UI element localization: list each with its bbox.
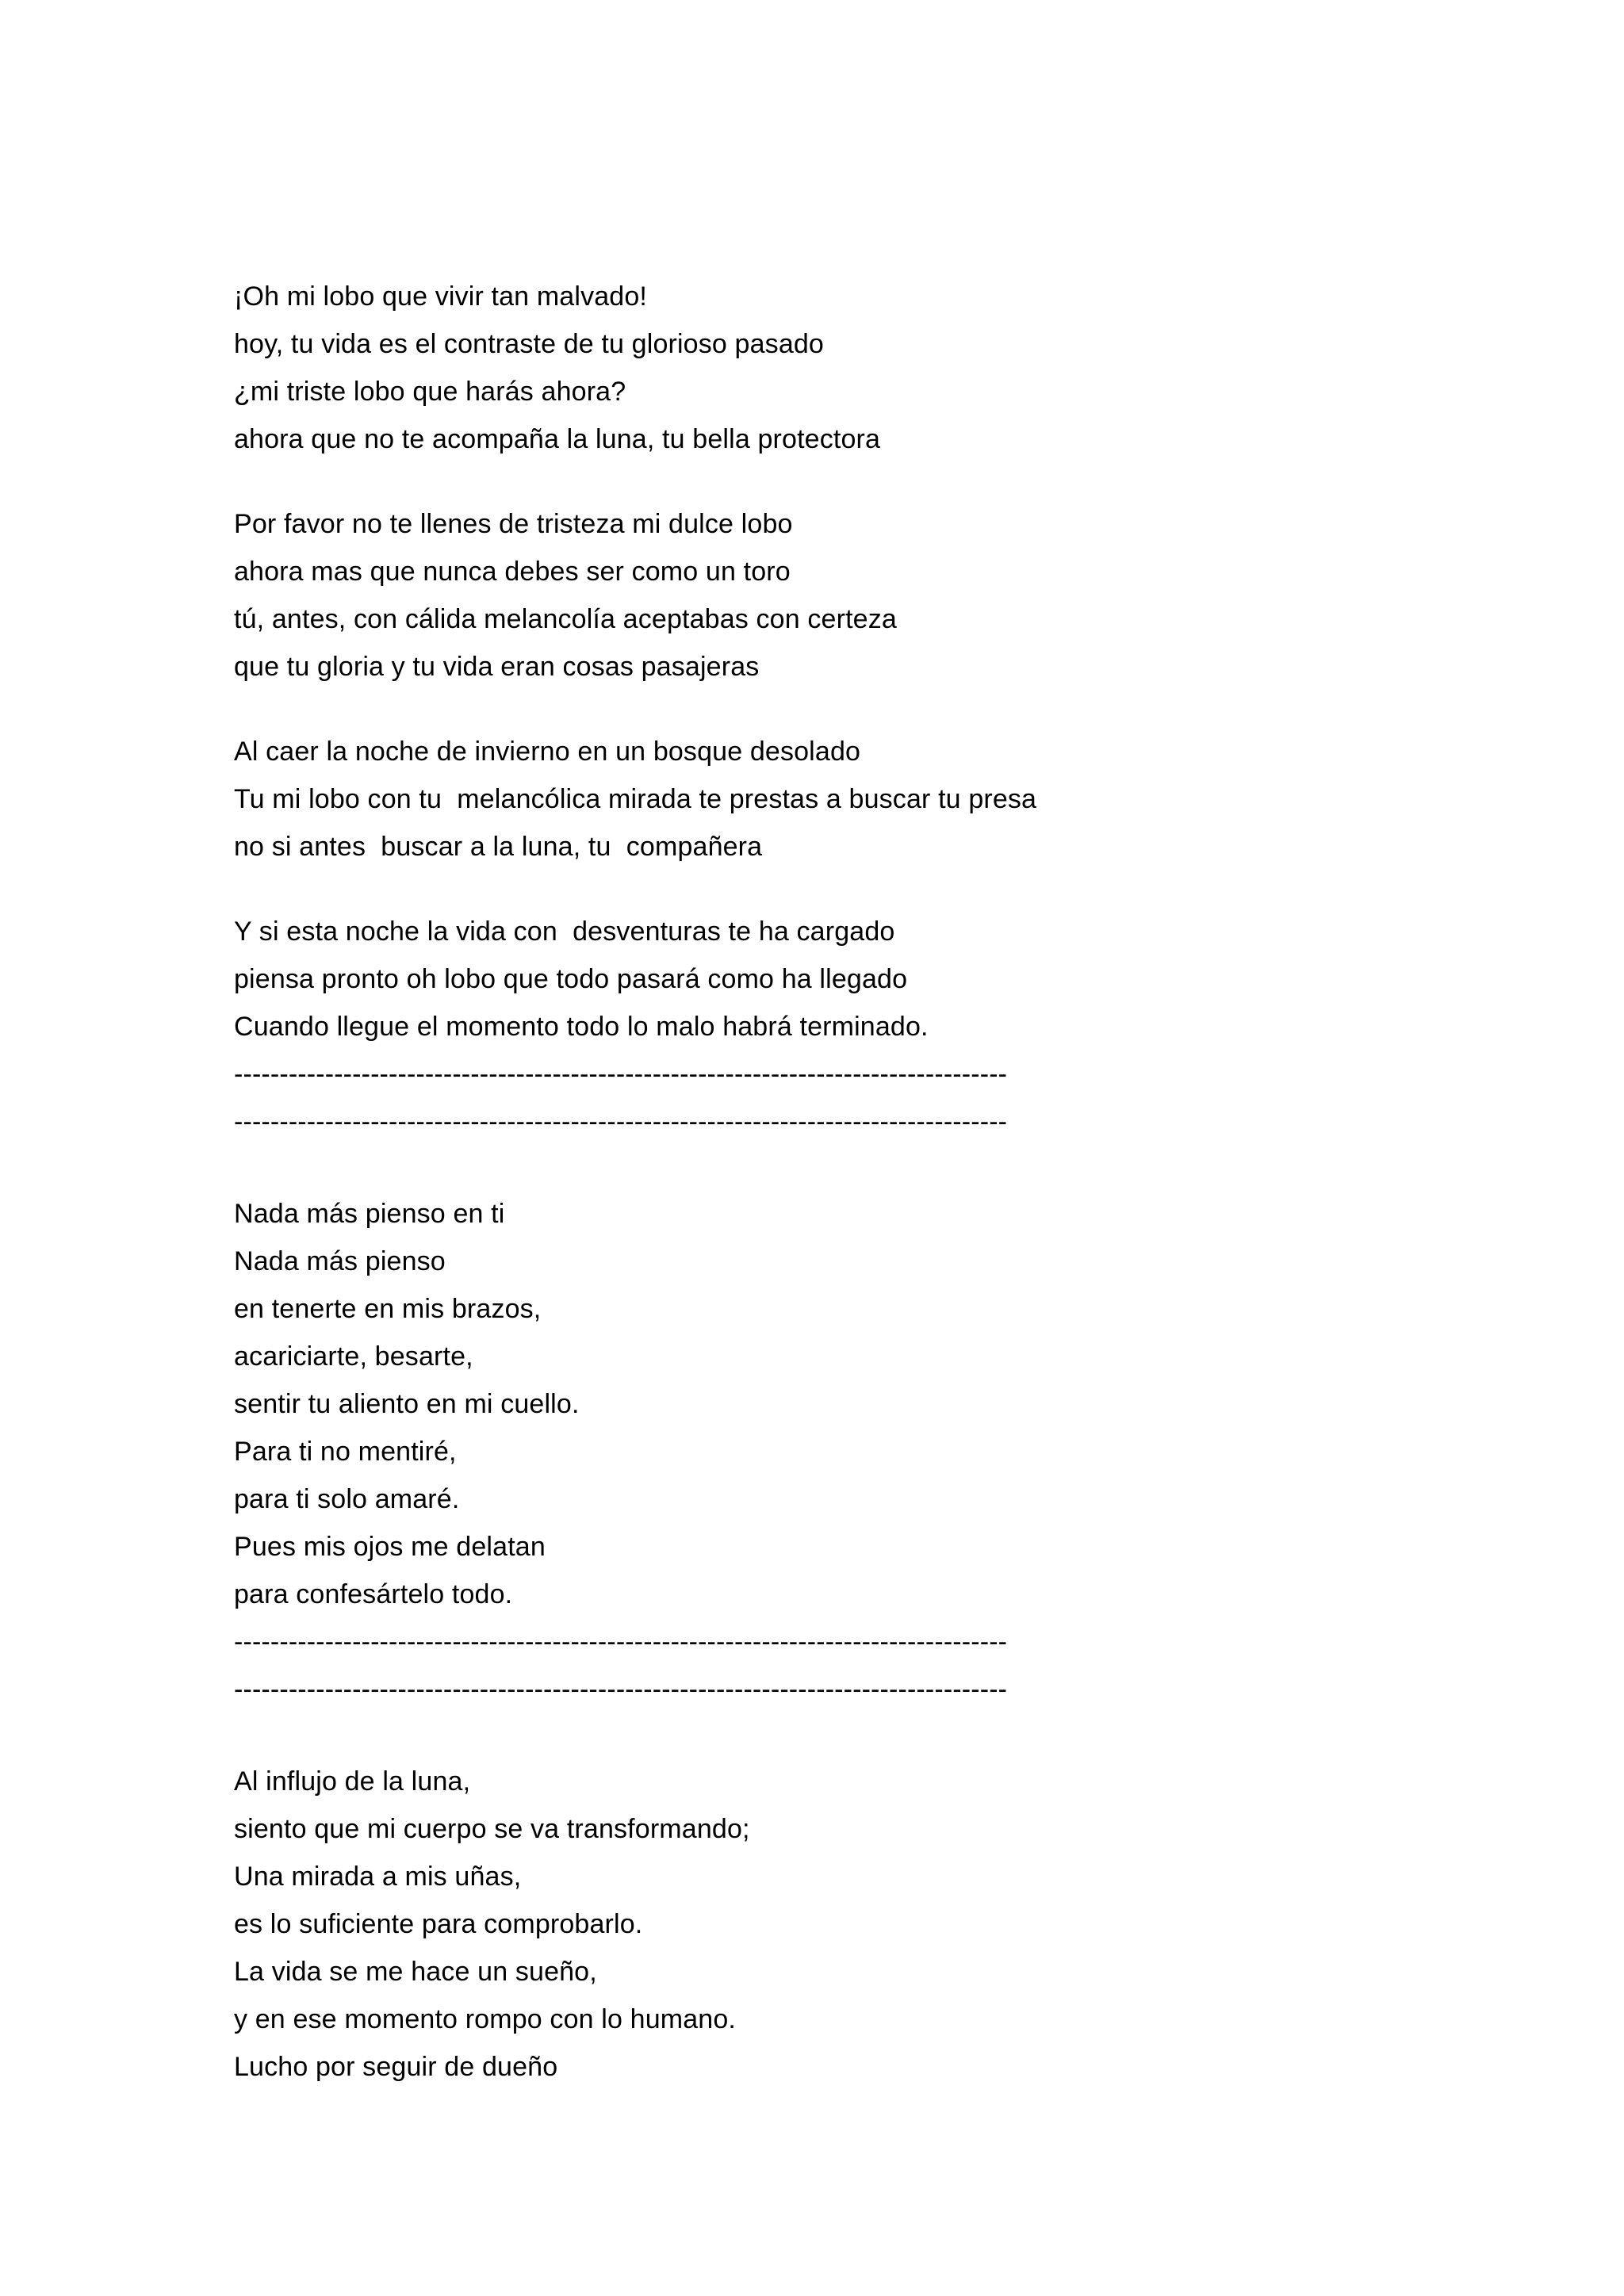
poem-line: piensa pronto oh lobo que todo pasará como ha llegado bbox=[234, 964, 908, 994]
poem-line: sentir tu aliento en mi cuello. bbox=[234, 1389, 580, 1419]
poem-line: ¿mi triste lobo que harás ahora? bbox=[234, 377, 626, 407]
poem-line: siento que mi cuerpo se va transformando; bbox=[234, 1814, 750, 1844]
poem-line: para confesártelo todo. bbox=[234, 1579, 513, 1609]
separator-line: ------------------------------------------------------------------------------------- bbox=[234, 1674, 1008, 1705]
poem-line: Al caer la noche de invierno en un bosque desolado bbox=[234, 737, 861, 767]
poem-line: Nada más pienso en ti bbox=[234, 1199, 505, 1229]
poem-line: Para ti no mentiré, bbox=[234, 1437, 457, 1467]
section-spacer bbox=[234, 1146, 1471, 1190]
poem-line: es lo suficiente para comprobarlo. bbox=[234, 1909, 643, 1939]
poem-line: en tenerte en mis brazos, bbox=[234, 1294, 542, 1324]
poem-line: Nada más pienso bbox=[234, 1246, 446, 1276]
poem-line: Cuando llegue el momento todo lo malo habrá terminado. bbox=[234, 1012, 929, 1042]
poem-line: y en ese momento rompo con lo humano. bbox=[234, 2004, 737, 2034]
poem-line: Una mirada a mis uñas, bbox=[234, 1862, 522, 1892]
poem-line: Y si esta noche la vida con desventuras te ha cargado bbox=[234, 916, 895, 947]
stanza-2 bbox=[234, 500, 1471, 691]
stanza-1 bbox=[234, 273, 1471, 463]
stanza-spacer bbox=[234, 691, 1471, 728]
poem-text bbox=[234, 273, 1471, 2091]
poem-line: ¡Oh mi lobo que vivir tan malvado! bbox=[234, 281, 647, 312]
poem-line: ahora que no te acompaña la luna, tu bella protectora bbox=[234, 424, 881, 454]
poem-line: acariciarte, besarte, bbox=[234, 1341, 473, 1372]
poem-line: hoy, tu vida es el contraste de tu glorioso pasado bbox=[234, 329, 824, 359]
poem-line: ahora mas que nunca debes ser como un toro bbox=[234, 557, 791, 587]
stanza-spacer bbox=[234, 463, 1471, 500]
stanza-5 bbox=[234, 1190, 1471, 1713]
separator-line: ------------------------------------------------------------------------------------- bbox=[234, 1627, 1008, 1657]
poem-line: La vida se me hace un sueño, bbox=[234, 1957, 597, 1987]
poem-line: tú, antes, con cálida melancolía aceptabas con certeza bbox=[234, 604, 897, 634]
poem-line: no si antes buscar a la luna, tu compañera bbox=[234, 832, 763, 862]
stanza-spacer bbox=[234, 871, 1471, 908]
poem-line: para ti solo amaré. bbox=[234, 1484, 460, 1514]
poem-line: Tu mi lobo con tu melancólica mirada te prestas a buscar tu presa bbox=[234, 784, 1037, 814]
poem-line: Pues mis ojos me delatan bbox=[234, 1532, 546, 1562]
poem-line: Por favor no te llenes de tristeza mi dulce lobo bbox=[234, 509, 793, 539]
stanza-3 bbox=[234, 728, 1471, 871]
poem-line: que tu gloria y tu vida eran cosas pasajeras bbox=[234, 652, 760, 682]
stanza-6 bbox=[234, 1758, 1471, 2091]
separator-line: ------------------------------------------------------------------------------------- bbox=[234, 1059, 1008, 1089]
stanza-4 bbox=[234, 908, 1471, 1146]
poem-line: Al influjo de la luna, bbox=[234, 1766, 471, 1797]
separator-line: ------------------------------------------------------------------------------------- bbox=[234, 1107, 1008, 1137]
poem-line: Lucho por seguir de dueño bbox=[234, 2052, 558, 2082]
section-spacer bbox=[234, 1713, 1471, 1758]
